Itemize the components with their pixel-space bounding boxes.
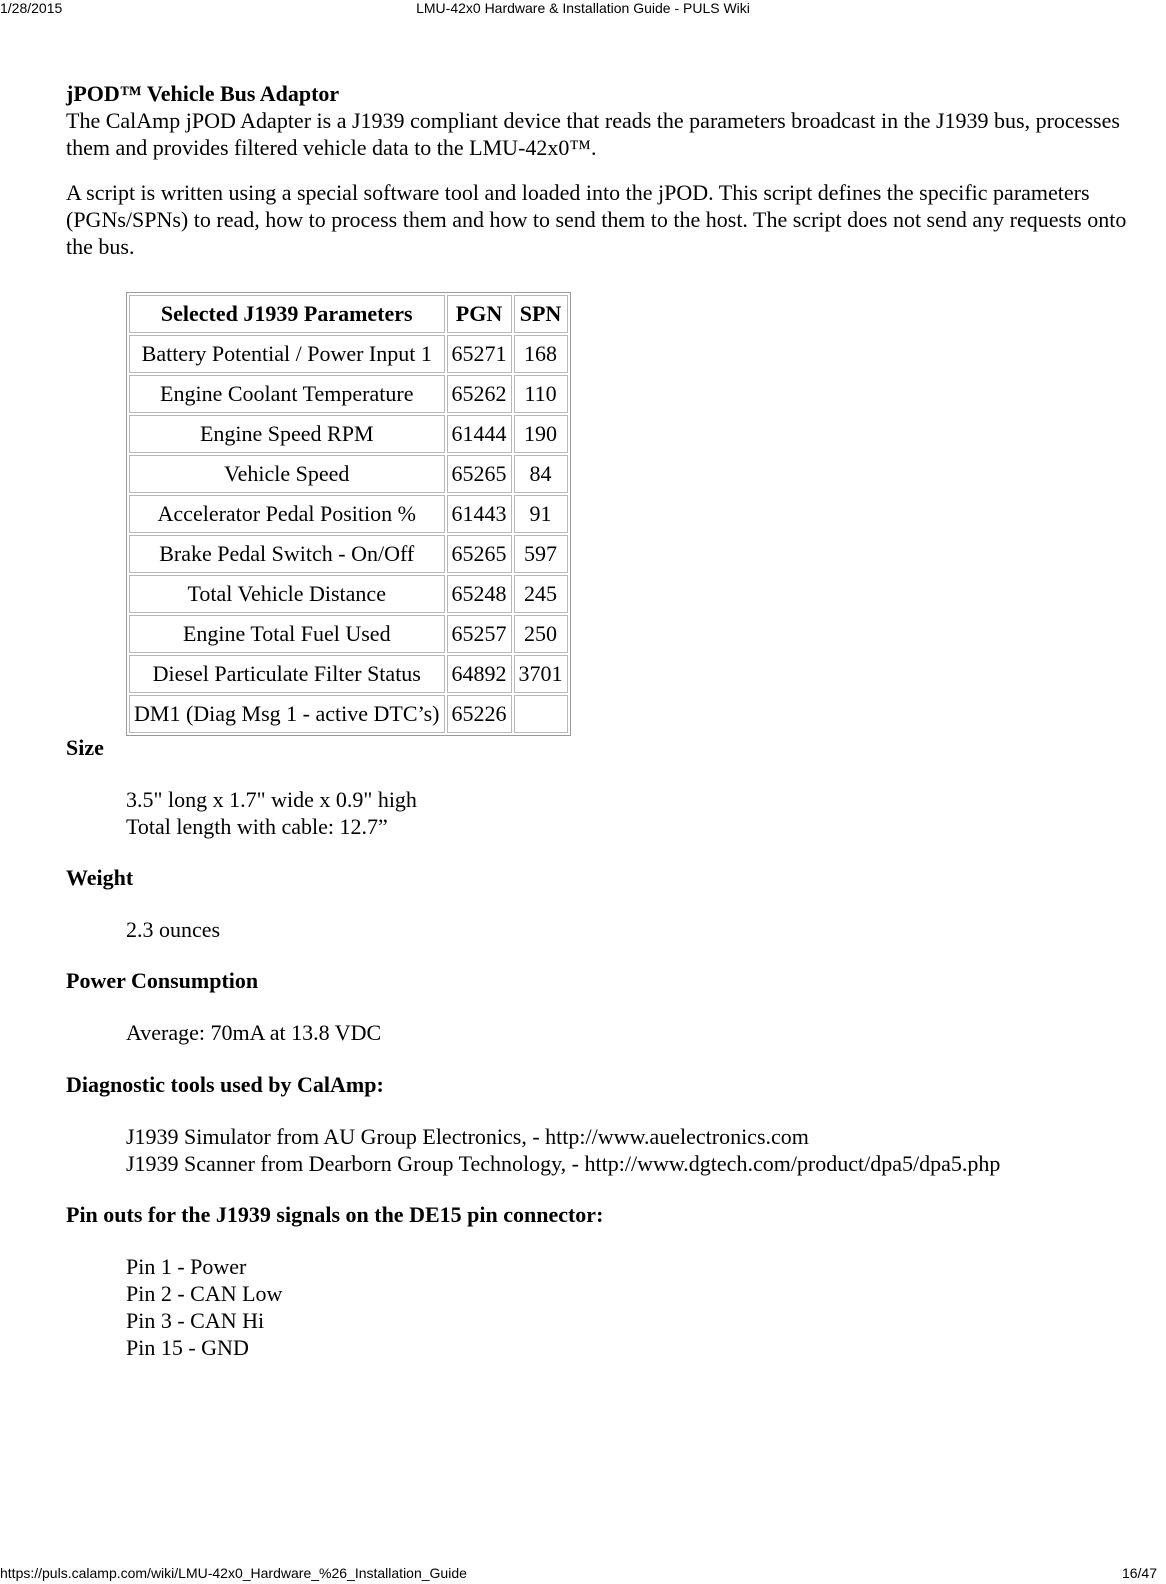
pgn-cell: 64892: [447, 655, 512, 693]
power-value: Average: 70mA at 13.8 VDC: [126, 1020, 382, 1045]
table-row: [129, 655, 568, 693]
pinout-line: Pin 1 - Power: [126, 1254, 247, 1279]
pinouts-section: [66, 1201, 603, 1361]
spn-cell: 190: [514, 415, 568, 453]
diagnostic-tool-scanner: J1939 Scanner from Dearborn Group Technology, - http://www.dgtech.com/product/dpa5/dpa5.php: [126, 1151, 1001, 1176]
power-heading: Power Consumption: [66, 968, 259, 993]
diagnostic-section: [66, 1071, 1000, 1177]
spn-cell: 3701: [514, 655, 568, 693]
page-url: https://puls.calamp.com/wiki/LMU-42x0_Hardware_%26_Installation_Guide: [0, 1565, 467, 1581]
table-row: [129, 375, 568, 413]
size-cable-length: Total length with cable: 12.7”: [126, 814, 388, 839]
parameter-cell: Brake Pedal Switch - On/Off: [129, 535, 445, 573]
spn-cell: 91: [514, 495, 568, 533]
table-row: [129, 615, 568, 653]
diagnostic-heading: Diagnostic tools used by CalAmp:: [66, 1072, 384, 1097]
parameter-cell: Engine Speed RPM: [129, 415, 445, 453]
weight-heading: Weight: [66, 865, 134, 890]
parameter-cell: Engine Coolant Temperature: [129, 375, 445, 413]
pgn-cell: 65257: [447, 615, 512, 653]
diagnostic-tool-simulator: J1939 Simulator from AU Group Electronics, - http://www.auelectronics.com: [126, 1124, 809, 1149]
parameter-cell: Battery Potential / Power Input 1: [129, 335, 445, 373]
size-heading: Size: [66, 735, 104, 760]
table-row: [129, 535, 568, 573]
parameter-cell: Engine Total Fuel Used: [129, 615, 445, 653]
table-header-row: [129, 295, 568, 333]
intro-paragraph-1: The CalAmp jPOD Adapter is a J1939 compliant device that reads the parameters broadcast in the J1939 bus, processes them and provides filtered vehicle data to the LMU-42x0™.: [66, 108, 1120, 160]
pgn-cell: 61443: [447, 495, 512, 533]
j1939-parameters-table: [126, 292, 571, 736]
pinouts-heading: Pin outs for the J1939 signals on the DE15 pin connector:: [66, 1202, 604, 1227]
pgn-cell: 65226: [447, 695, 512, 733]
size-section: [66, 734, 417, 840]
size-dimensions: 3.5" long x 1.7" wide x 0.9" high: [126, 787, 417, 812]
spn-cell: 597: [514, 535, 568, 573]
table-row: [129, 455, 568, 493]
spn-cell: 245: [514, 575, 568, 613]
parameter-cell: Total Vehicle Distance: [129, 575, 445, 613]
spn-cell: [514, 695, 568, 733]
pgn-cell: 65265: [447, 535, 512, 573]
print-date: 1/28/2015: [0, 0, 63, 16]
spn-cell: 250: [514, 615, 568, 653]
parameter-cell: Vehicle Speed: [129, 455, 445, 493]
table-row: [129, 695, 568, 733]
power-section: [66, 967, 381, 1046]
pgn-cell: 65271: [447, 335, 512, 373]
pgn-cell: 61444: [447, 415, 512, 453]
intro-paragraph-2: A script is written using a special software tool and loaded into the jPOD. This script defines the specific parameters (PGNs/SPNs) to read, how to process them and how to send them to the host. The script does not send any requests onto the bus.: [66, 180, 1127, 259]
spn-cell: 84: [514, 455, 568, 493]
intro-section: [66, 80, 1141, 260]
parameter-cell: Diesel Particulate Filter Status: [129, 655, 445, 693]
table-row: [129, 415, 568, 453]
table-row: [129, 495, 568, 533]
spn-cell: 110: [514, 375, 568, 413]
pinout-line: Pin 15 - GND: [126, 1335, 249, 1360]
pinout-line: Pin 3 - CAN Hi: [126, 1308, 265, 1333]
pgn-cell: 65265: [447, 455, 512, 493]
weight-value: 2.3 ounces: [126, 917, 221, 942]
table-row: [129, 575, 568, 613]
pgn-cell: 65248: [447, 575, 512, 613]
column-header-parameter: Selected J1939 Parameters: [129, 295, 445, 333]
section-heading-jpod: jPOD™ Vehicle Bus Adaptor: [66, 81, 340, 106]
column-header-pgn: PGN: [447, 295, 512, 333]
page-number: 16/47: [1121, 1565, 1157, 1581]
weight-section: [66, 864, 220, 943]
browser-page-title: LMU-42x0 Hardware & Installation Guide - PULS Wiki: [416, 0, 750, 16]
column-header-spn: SPN: [514, 295, 568, 333]
parameter-cell: DM1 (Diag Msg 1 - active DTC’s): [129, 695, 445, 733]
spn-cell: 168: [514, 335, 568, 373]
pinout-line: Pin 2 - CAN Low: [126, 1281, 283, 1306]
pgn-cell: 65262: [447, 375, 512, 413]
parameter-cell: Accelerator Pedal Position %: [129, 495, 445, 533]
table-row: [129, 335, 568, 373]
